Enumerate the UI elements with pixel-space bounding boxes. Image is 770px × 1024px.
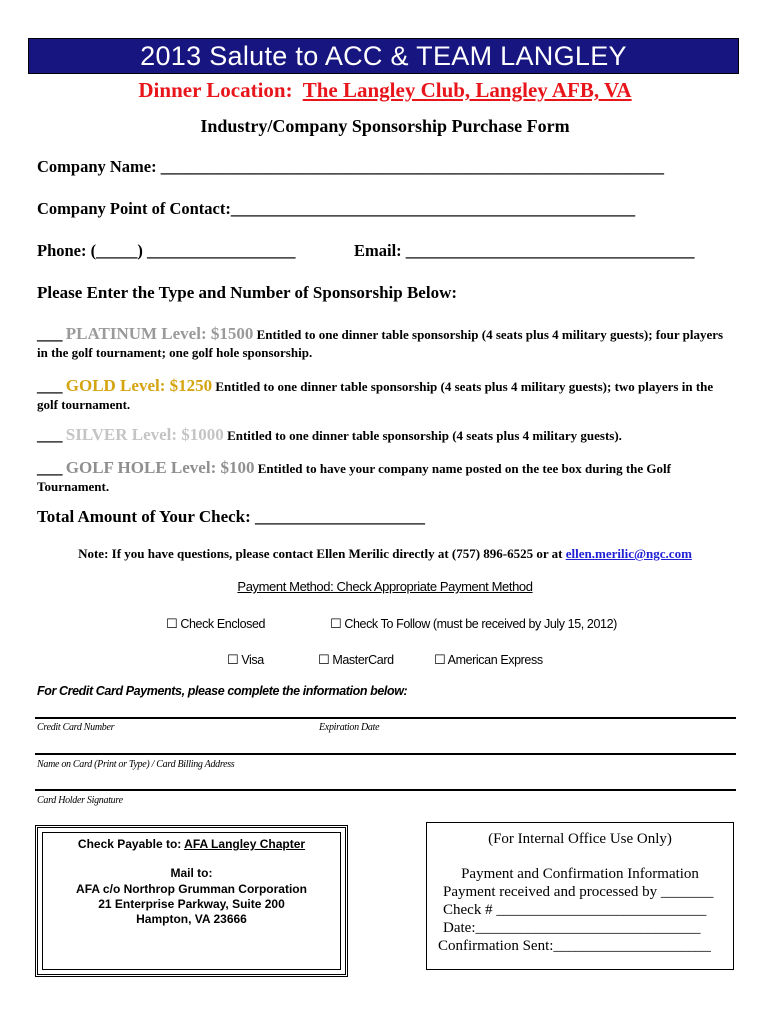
credit-card-title: For Credit Card Payments, please complete the information below: [37, 684, 408, 698]
dinner-location [0, 78, 770, 103]
event-title-banner [28, 38, 739, 74]
name-address-rule [35, 753, 736, 755]
total-amount-field[interactable]: Total Amount of Your Check: ____________________ [37, 507, 426, 526]
tier-blank[interactable]: ___ [37, 425, 63, 444]
tier-silver [37, 426, 737, 445]
card-number-label: Credit Card Number [37, 722, 115, 733]
payment-method-title: Payment Method: Check Appropriate Payment Method [237, 579, 533, 594]
signature-rule [35, 789, 736, 791]
option-label: Visa [241, 653, 264, 667]
note-text: Note: If you have questions, please contact Ellen Merilic directly at (757) 896-6525 or at [78, 546, 563, 561]
event-title: 2013 Salute to ACC & TEAM LANGLEY [140, 41, 627, 71]
point-of-contact-field[interactable]: Company Point of Contact:_________________________________________________ [37, 199, 636, 218]
payable-to: AFA Langley Chapter [184, 837, 306, 851]
tier-golf-hole [37, 459, 737, 496]
email-field[interactable]: Email: ___________________________________ [354, 241, 695, 260]
office-use-header: (For Internal Office Use Only) [488, 831, 672, 847]
check-number-field[interactable]: Check # ____________________________ [443, 902, 707, 918]
contact-email-link[interactable]: ellen.merilic@ngc.com [565, 546, 692, 561]
tier-level: GOLD Level: $1250 [65, 376, 213, 395]
option-label: Check To Follow (must be received by July 15, 2012) [344, 617, 617, 631]
tier-description: Entitled to one dinner table sponsorship (4 seats plus 4 military guests). [227, 428, 622, 443]
option-label: MasterCard [332, 653, 394, 667]
company-name-field[interactable]: Company Name: _____________________________________________________________ [37, 157, 664, 176]
tier-description: Entitled to one dinner table sponsorship (4 seats plus 4 military guests); two players in the golf tournament. [37, 379, 714, 412]
tier-description: Entitled to one dinner table sponsorship (4 seats plus 4 military guests); four players in the golf tournament; one golf hole sponsorship. [37, 327, 724, 360]
option-visa[interactable] [227, 653, 264, 668]
option-label: American Express [447, 653, 543, 667]
tier-platinum [37, 325, 737, 362]
option-mastercard[interactable] [318, 653, 394, 668]
sponsorship-instruction: Please Enter the Type and Number of Sponsorship Below: [37, 283, 458, 302]
tier-blank[interactable]: ___ [37, 324, 63, 343]
checkbox-icon[interactable]: ☐ [434, 653, 446, 668]
payment-processed-field[interactable]: Payment received and processed by _______ [443, 884, 714, 900]
checkbox-icon[interactable]: ☐ [166, 617, 178, 632]
payable-label: Check Payable to: [77, 837, 182, 851]
option-check-to-follow[interactable] [330, 617, 617, 632]
option-american-express[interactable] [434, 653, 543, 668]
option-label: Check Enclosed [180, 617, 266, 631]
credit-card-rule [35, 717, 736, 719]
checkbox-icon[interactable]: ☐ [330, 617, 342, 632]
address-line: Hampton, VA 23666 [136, 912, 247, 926]
confirmation-sent-field[interactable]: Confirmation Sent:_____________________ [438, 938, 711, 954]
address-line: 21 Enterprise Parkway, Suite 200 [98, 897, 285, 911]
checkbox-icon[interactable]: ☐ [227, 653, 239, 668]
signature-label: Card Holder Signature [37, 795, 123, 806]
dinner-location-label: Dinner Location: [138, 78, 293, 102]
mail-to-label: Mail to: [170, 866, 213, 880]
check-payable-line [35, 837, 348, 851]
dinner-location-value: The Langley Club, Langley AFB, VA [302, 78, 632, 102]
contact-note [0, 546, 770, 562]
tier-blank[interactable]: ___ [37, 458, 63, 477]
tier-level: SILVER Level: $1000 [65, 425, 224, 444]
tier-description: Entitled to have your company name posted on the tee box during the Golf Tournament. [37, 461, 671, 494]
name-address-label: Name on Card (Print or Type) / Card Billing Address [37, 759, 235, 770]
tier-gold [37, 377, 737, 414]
checkbox-icon[interactable]: ☐ [318, 653, 330, 668]
address-line: AFA c/o Northrop Grumman Corporation [76, 882, 307, 896]
tier-blank[interactable]: ___ [37, 376, 63, 395]
option-check-enclosed[interactable] [166, 617, 265, 632]
expiration-date-label: Expiration Date [319, 722, 380, 733]
date-field[interactable]: Date:______________________________ [443, 920, 701, 936]
tier-level: PLATINUM Level: $1500 [65, 324, 254, 343]
form-title: Industry/Company Sponsorship Purchase Form [200, 116, 570, 136]
tier-level: GOLF HOLE Level: $100 [65, 458, 255, 477]
phone-field[interactable]: Phone: (_____) __________________ [37, 241, 296, 260]
office-info-title: Payment and Confirmation Information [461, 866, 699, 882]
